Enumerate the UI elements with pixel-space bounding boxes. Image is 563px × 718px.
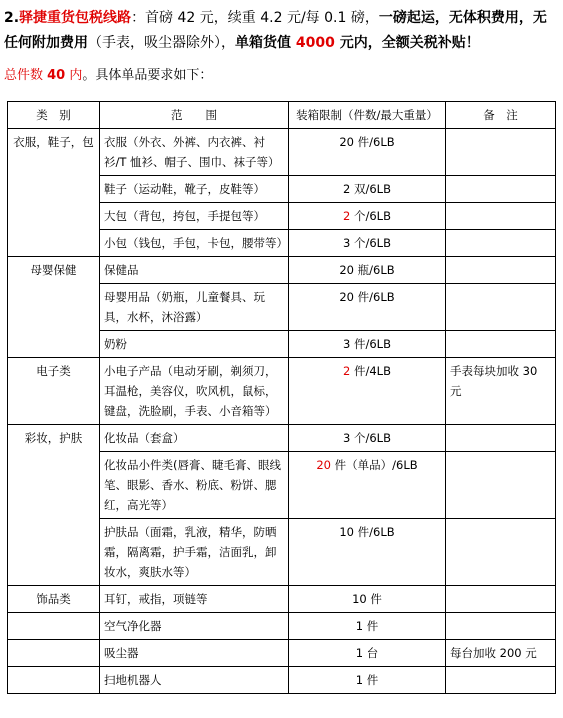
scope-cell: 母婴用品（奶瓶，儿童餐具、玩具，水杯，沐浴露） [100,284,289,331]
scope-cell: 空气净化器 [100,613,289,640]
header-category: 类 别 [8,102,100,129]
limit-text: 件（单品）/6LB [330,458,418,472]
limit-text: 1 台 [355,646,379,660]
header-scope: 范 围 [100,102,289,129]
value-limit-amount: 4000 [295,35,335,51]
note-cell [446,230,556,257]
table-row [8,613,556,640]
note-cell [446,284,556,331]
limit-cell [289,425,446,452]
category-cell [8,667,100,694]
limit-text: 1 件 [355,619,379,633]
note-cell [446,331,556,358]
category-cell [8,640,100,667]
limit-cell [289,129,446,176]
route-title: 驿捷重货包税线路 [19,10,132,26]
value-limit-suffix: 元内，全额关税补贴！ [334,35,480,51]
scope-cell: 吸尘器 [100,640,289,667]
scope-cell: 小电子产品（电动牙刷，剃须刀，耳温枪，美容仪，吹风机，鼠标，键盘，洗脸刷，手表、小音箱等） [100,358,289,425]
scope-cell: 化妆品小件类(唇膏、睫毛膏、眼线笔、眼影、香水、粉底、粉饼、腮红，高光等） [100,452,289,519]
limit-text: 2 双/6LB [343,182,391,196]
limit-text: 1 件 [355,673,379,687]
exception-text: （手表，吸尘器除外）， [88,35,235,51]
scope-cell: 扫地机器人 [100,667,289,694]
limit-text: 10 件 [352,592,382,606]
note-cell: 手表每块加收 30 元 [446,358,556,425]
note-cell [446,667,556,694]
limit-cell [289,640,446,667]
category-cell [8,613,100,640]
pricing-text: ：首磅 42 元，续重 4.2 元/每 0.1 磅， [131,10,379,26]
limit-text: 20 件/6LB [339,290,395,304]
limit-highlight: 2 [343,364,351,378]
scope-cell: 护肤品（面霜，乳液，精华，防晒霜，隔离霜，护手霜，洁面乳，卸妆水，爽肤水等） [100,519,289,586]
limit-text: 3 件/6LB [343,337,391,351]
note-cell [446,257,556,284]
limit-cell [289,358,446,425]
scope-cell: 耳钉，戒指，项链等 [100,586,289,613]
scope-cell: 小包（钱包，手包，卡包，腰带等） [100,230,289,257]
header-limit: 装箱限制（件数/最大重量） [289,102,446,129]
table-row [8,129,556,176]
limit-cell [289,452,446,519]
scope-cell: 大包（背包，挎包，手提包等） [100,203,289,230]
total-count: 40 [47,68,66,83]
value-limit-prefix: 单箱货值 [235,35,296,51]
limit-text: 10 件/6LB [339,525,395,539]
no-fee-text: 一磅起运，无体积费用，无任何附加费用 [4,10,547,51]
limit-highlight: 2 [343,209,351,223]
limit-cell [289,203,446,230]
scope-cell: 化妆品（套盒） [100,425,289,452]
scope-cell: 鞋子（运动鞋，靴子，皮鞋等） [100,176,289,203]
category-cell: 母婴保健 [8,257,100,358]
limit-highlight: 20 [316,458,331,472]
note-cell [446,586,556,613]
table-row [8,586,556,613]
limit-cell [289,257,446,284]
header-note: 备 注 [446,102,556,129]
note-cell [446,519,556,586]
limit-text: 3 个/6LB [343,431,391,445]
note-cell [446,425,556,452]
note-cell: 每台加收 200 元 [446,640,556,667]
table-row [8,640,556,667]
scope-cell: 奶粉 [100,331,289,358]
limit-cell [289,176,446,203]
limit-text: 20 瓶/6LB [339,263,395,277]
total-count-line [4,66,212,86]
limit-cell [289,667,446,694]
note-cell [446,613,556,640]
note-cell [446,129,556,176]
scope-cell: 保健品 [100,257,289,284]
table-row [8,425,556,452]
limit-cell [289,230,446,257]
limit-cell [289,284,446,331]
limit-text: 20 件/6LB [339,135,395,149]
limit-text: 件/4LB [350,364,391,378]
category-cell: 衣服，鞋子，包 [8,129,100,257]
category-cell: 电子类 [8,358,100,425]
scope-cell: 衣服（外衣、外裤、内衣裤、衬衫/T 恤衫、帽子、围巾、袜子等） [100,129,289,176]
table-row [8,257,556,284]
table-row [8,667,556,694]
total-unit: 内 [65,68,83,83]
total-rest: 。具体单品要求如下： [82,68,213,83]
section-number: 2. [4,10,20,26]
item-requirements-table [7,101,556,694]
limit-cell [289,331,446,358]
limit-cell [289,613,446,640]
total-prefix: 总件数 [4,68,48,83]
table-header-row [8,102,556,129]
note-cell [446,452,556,519]
note-cell [446,203,556,230]
intro-paragraph [4,6,560,56]
limit-text: 3 个/6LB [343,236,391,250]
category-cell: 饰品类 [8,586,100,613]
limit-cell [289,586,446,613]
limit-text: 个/6LB [350,209,391,223]
category-cell: 彩妆，护肤 [8,425,100,586]
table-row [8,358,556,425]
note-cell [446,176,556,203]
limit-cell [289,519,446,586]
